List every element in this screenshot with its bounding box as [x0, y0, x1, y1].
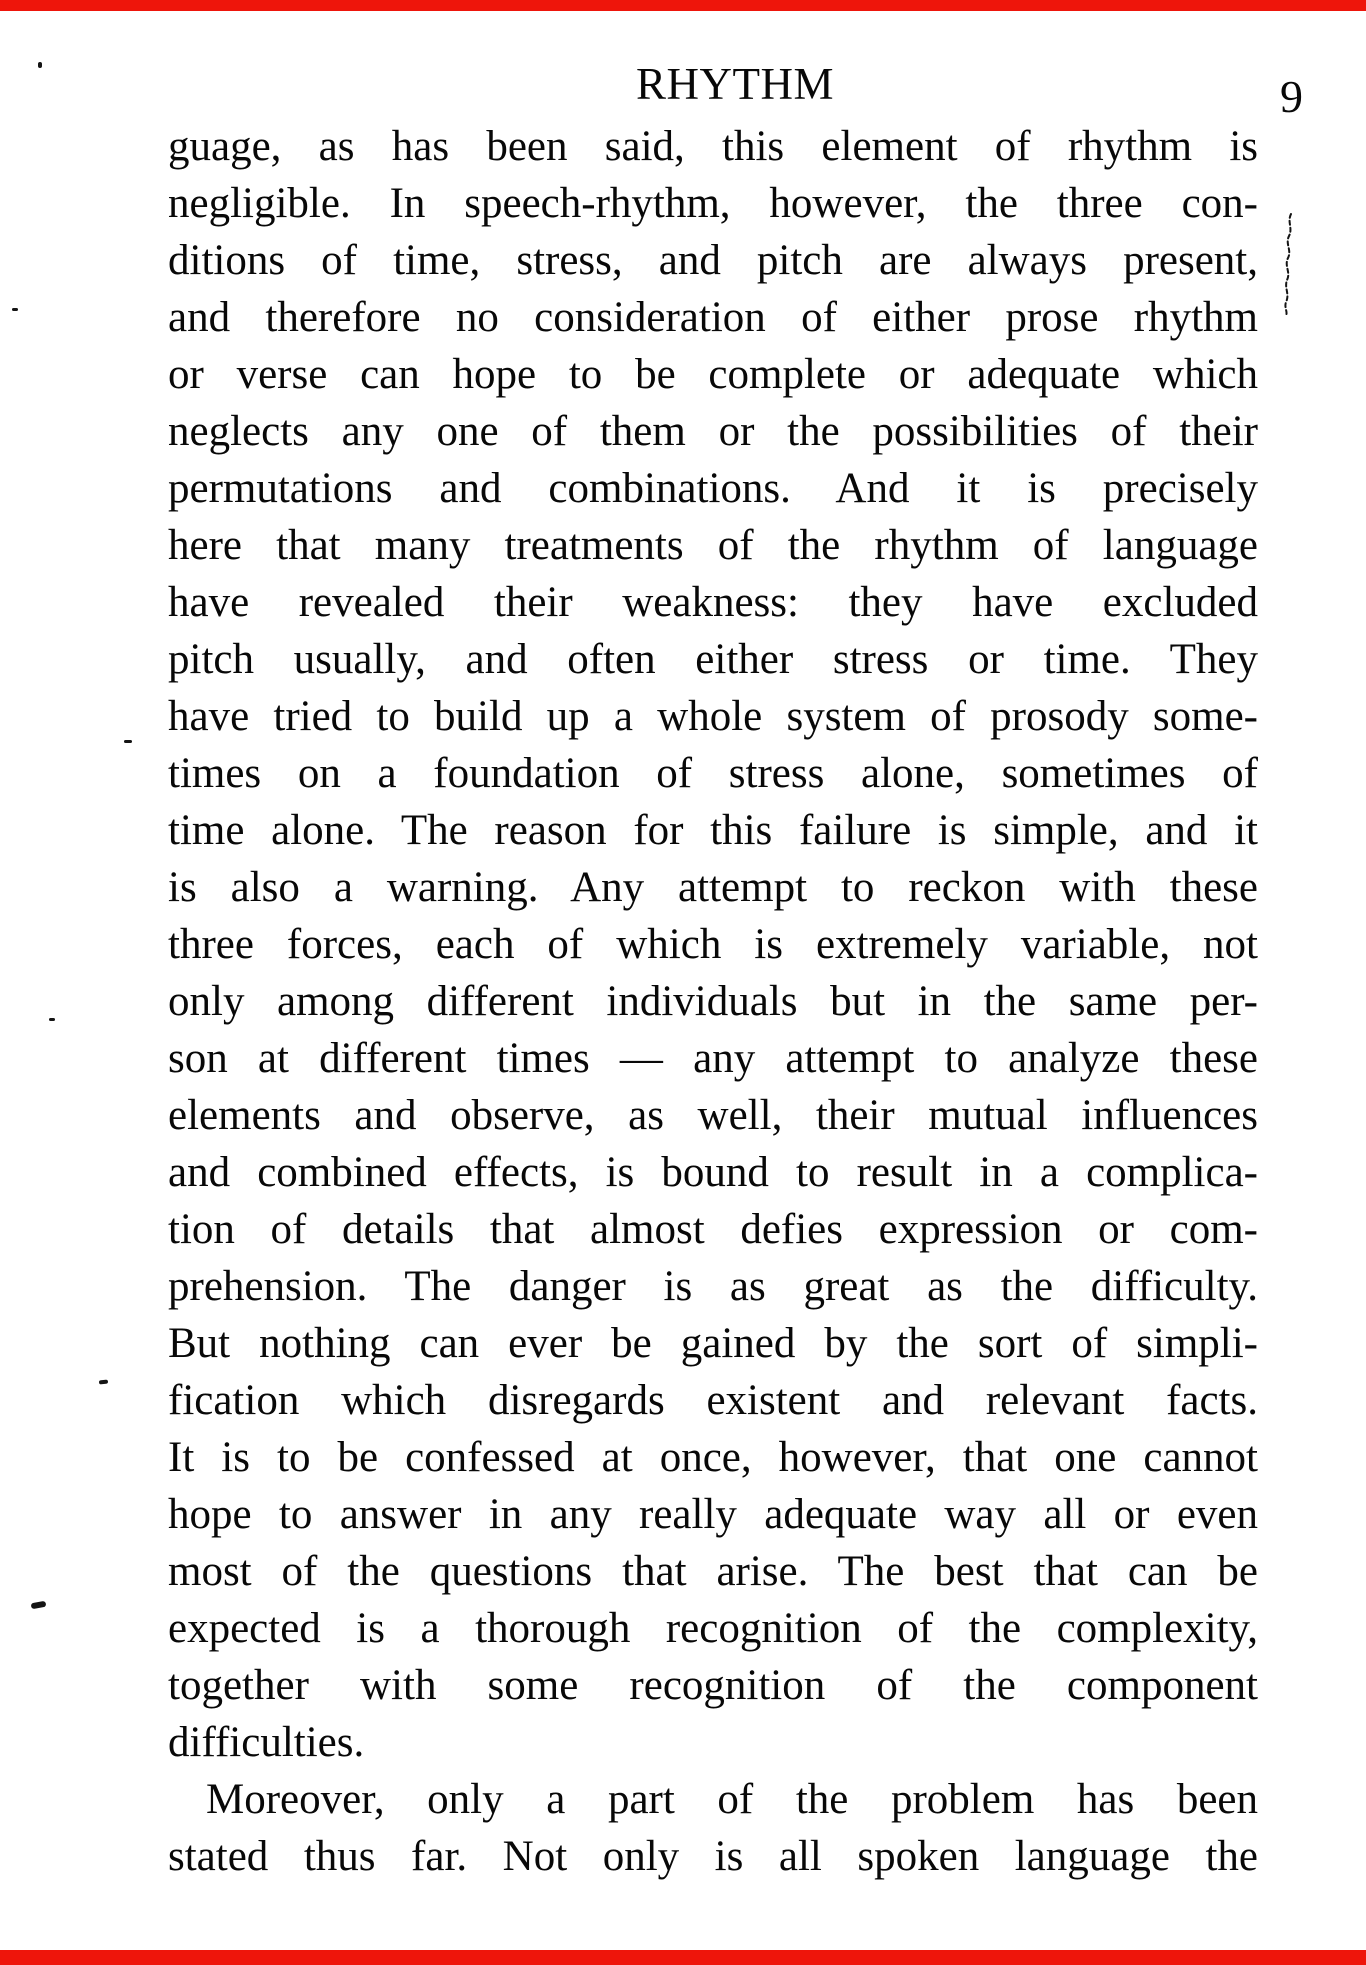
page-number: 9: [1280, 71, 1303, 122]
text-line: hope to answer in any really adequate way all or even: [168, 1491, 1258, 1538]
text-line: prehension. The danger is as great as the difficulty.: [168, 1263, 1258, 1310]
text-line: Moreover, only a part of the problem has been: [206, 1776, 1258, 1823]
text-line: here that many treatments of the rhythm of language: [168, 522, 1258, 569]
text-line: ditions of time, stress, and pitch are always present,: [168, 237, 1258, 284]
running-title: RHYTHM: [635, 59, 834, 109]
text-line: pitch usually, and often either stress or time. They: [168, 636, 1258, 683]
text-line: or verse can hope to be complete or adequate which: [168, 351, 1258, 398]
text-line: guage, as has been said, this element of rhythm is: [168, 123, 1258, 170]
text-line: have revealed their weakness: they have excluded: [168, 579, 1258, 626]
text-line: fication which disregards existent and relevant facts.: [168, 1377, 1258, 1424]
text-line: son at different times — any attempt to analyze these: [168, 1035, 1258, 1082]
scan-speck: [124, 740, 132, 743]
text-line: permutations and combinations. And it is precisely: [168, 465, 1258, 512]
text-line: is also a warning. Any attempt to reckon with these: [168, 864, 1258, 911]
scan-edge-band-bottom: [0, 1950, 1366, 1965]
text-line: three forces, each of which is extremely variable, not: [168, 921, 1258, 968]
text-line: times on a foundation of stress alone, sometimes of: [168, 750, 1258, 797]
text-line: It is to be confessed at once, however, that one cannot: [168, 1434, 1258, 1481]
text-line: time alone. The reason for this failure is simple, and it: [168, 807, 1258, 854]
text-line: elements and observe, as well, their mutual influences: [168, 1092, 1258, 1139]
text-line: stated thus far. Not only is all spoken language the: [168, 1833, 1258, 1880]
text-line: But nothing can ever be gained by the sort of simpli-: [168, 1320, 1258, 1367]
text-line: negligible. In speech-rhythm, however, the three con-: [168, 180, 1258, 227]
text-line: and combined effects, is bound to result in a complica-: [168, 1149, 1258, 1196]
scan-speck: [49, 1018, 55, 1021]
text-line: tion of details that almost defies expression or com-: [168, 1206, 1258, 1253]
text-line: neglects any one of them or the possibilities of their: [168, 408, 1258, 455]
text-line: most of the questions that arise. The best that can be: [168, 1548, 1258, 1595]
text-line: and therefore no consideration of either prose rhythm: [168, 294, 1258, 341]
text-line: difficulties.: [168, 1719, 365, 1766]
page-header: [168, 58, 1303, 122]
text-line: expected is a thorough recognition of the complexity,: [168, 1605, 1258, 1652]
body-text-block: [168, 118, 1258, 1885]
scan-speck: [31, 1601, 47, 1610]
scan-speck: [99, 1380, 108, 1385]
scan-speck: [38, 62, 42, 68]
scan-speck: [12, 308, 18, 311]
scan-edge-band-top: [0, 0, 1366, 11]
text-line: together with some recognition of the component: [168, 1662, 1258, 1709]
text-line: have tried to build up a whole system of prosody some-: [168, 693, 1258, 740]
text-line: only among different individuals but in the same per-: [168, 978, 1258, 1025]
margin-squiggle-mark: [1280, 212, 1298, 316]
